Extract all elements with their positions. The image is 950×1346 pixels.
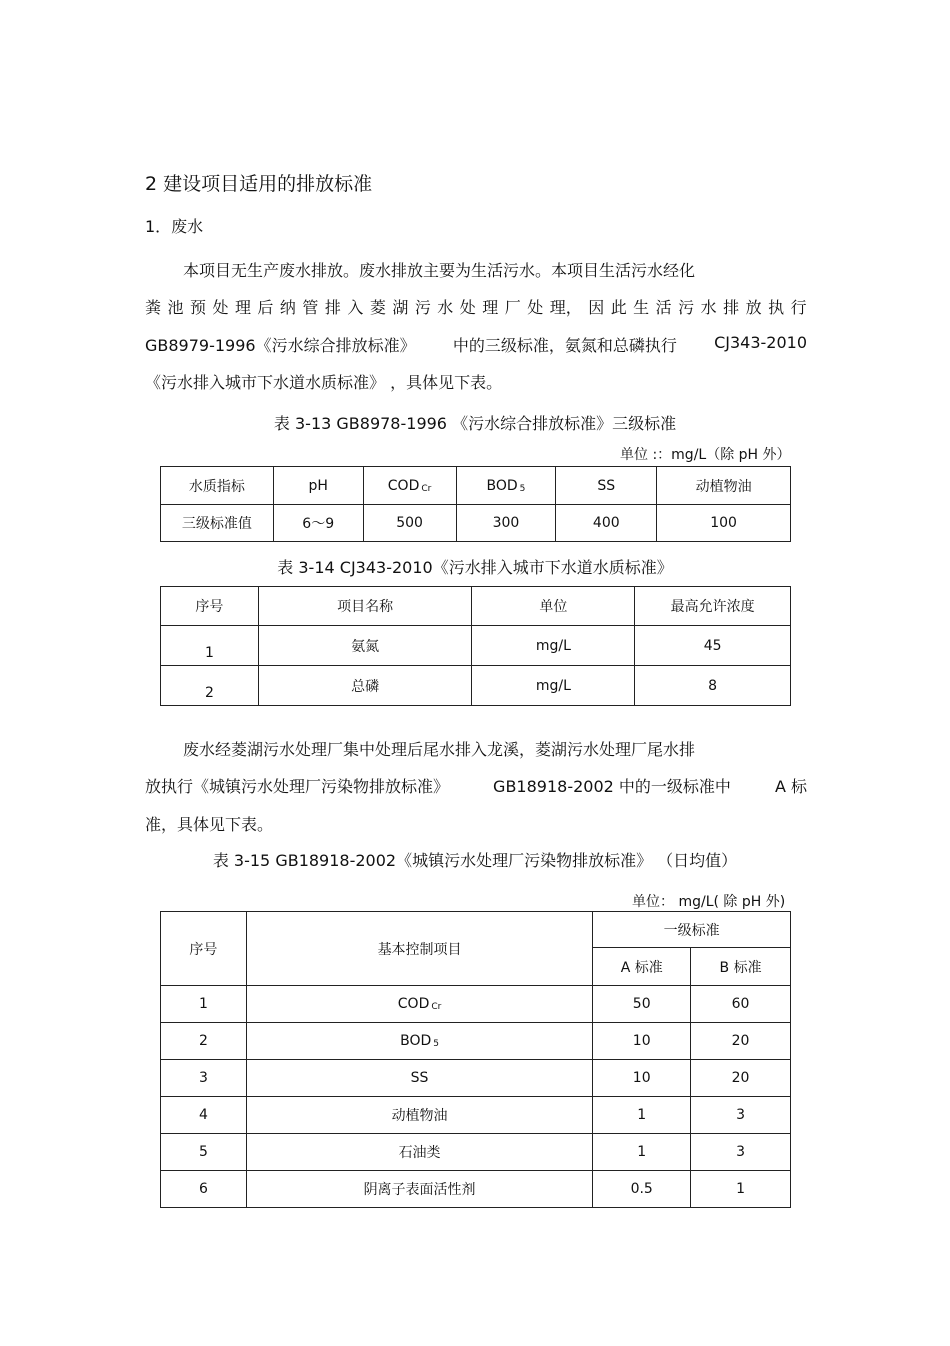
table-cell: 300: [456, 505, 556, 542]
header-cell: A 标准: [593, 948, 691, 986]
table-cell: 阴离子表面活性剂: [246, 1171, 592, 1208]
table-cell: 3: [691, 1134, 791, 1171]
table-3-13-caption: 表 3-13 GB8978-1996 《污水综合排放标准》三级标准: [273, 414, 677, 433]
table-3-15: [160, 911, 791, 1208]
table-cell: 2: [161, 1023, 247, 1060]
table-row: [161, 1060, 791, 1097]
table-header-row: [161, 587, 791, 626]
table-cell: 1: [691, 1171, 791, 1208]
table-row: [161, 626, 791, 666]
table-cell: 10: [593, 1060, 691, 1097]
paragraph-1-line-3: GB8979-1996《污水综合排放标准》 中的三级标准，氨氮和总磷执行 CJ343-2010: [145, 333, 807, 355]
table-cell: 20: [691, 1060, 791, 1097]
table-row: [161, 666, 791, 706]
header-cell: SS: [556, 467, 657, 505]
table-3-14-caption: 表 3-14 CJ343-2010《污水排入城市下水道水质标准》: [277, 558, 673, 577]
header-cell: 序号: [161, 587, 259, 626]
table-cell: mg/L: [472, 666, 635, 706]
table-cell: 三级标准值: [161, 505, 274, 542]
table-row: [161, 1097, 791, 1134]
paragraph-1-line-2: 粪 池 预 处 理 后 纳 管 排 入 菱 湖 污 水 处 理 厂 处 理， 因 此 生 活 污 水 排 放 执 行: [145, 298, 807, 317]
table-row: [161, 1023, 791, 1060]
paragraph-1-line-4: 《污水排入城市下水道水质标准》 ，具体见下表。: [145, 373, 503, 392]
table-3-15-unit: 单位： mg/L( 除 pH 外): [632, 894, 786, 910]
header-cell: 一级标准: [593, 912, 791, 948]
table-cell: BOD $_5$: [246, 1023, 592, 1060]
table-cell: 动植物油: [246, 1097, 592, 1134]
header-cell: COD $_{Cr}$: [363, 467, 456, 505]
table-3-13-unit: 单位 :：mg/L（除 pH 外）: [620, 447, 791, 463]
table-cell: COD $_{Cr}$: [246, 986, 592, 1023]
subsection-heading: 1．废水: [145, 217, 204, 236]
table-row: [161, 505, 791, 542]
header-cell: 动植物油: [657, 467, 791, 505]
header-cell: pH: [273, 467, 363, 505]
table-row: [161, 986, 791, 1023]
header-cell: 序号: [161, 912, 247, 986]
table-cell: 45: [635, 626, 791, 666]
header-cell: 最高允许浓度: [635, 587, 791, 626]
section-heading: 2 建设项目适用的排放标准: [145, 173, 373, 195]
table-cell: mg/L: [472, 626, 635, 666]
table-cell: 1: [161, 626, 259, 666]
header-cell: 水质指标: [161, 467, 274, 505]
table-cell: 20: [691, 1023, 791, 1060]
table-cell: SS: [246, 1060, 592, 1097]
paragraph-1-line-1: 本项目无生产废水排放。废水排放主要为生活污水。本项目生活污水经化: [183, 261, 696, 280]
table-3-15-caption: 表 3-15 GB18918-2002《城镇污水处理厂污染物排放标准》 （日均值）: [212, 851, 738, 870]
header-cell: 基本控制项目: [246, 912, 592, 986]
table-cell: 4: [161, 1097, 247, 1134]
table-cell: 3: [161, 1060, 247, 1097]
table-3-13: [160, 466, 791, 542]
paragraph-2-line-3: 准，具体见下表。: [145, 815, 274, 834]
table-row: [161, 1171, 791, 1208]
table-cell: 500: [363, 505, 456, 542]
table-header-row: [161, 912, 791, 948]
paragraph-2-line-1: 废水经菱湖污水处理厂集中处理后尾水排入龙溪，菱湖污水处理厂尾水排: [183, 740, 696, 759]
table-cell: 石油类: [246, 1134, 592, 1171]
table-cell: 5: [161, 1134, 247, 1171]
table-cell: 总磷: [258, 666, 472, 706]
table-header-row: [161, 467, 791, 505]
table-cell: 1: [593, 1097, 691, 1134]
table-cell: 400: [556, 505, 657, 542]
header-cell: B 标准: [691, 948, 791, 986]
table-cell: 0.5: [593, 1171, 691, 1208]
table-cell: 1: [161, 986, 247, 1023]
table-cell: 50: [593, 986, 691, 1023]
table-cell: 6: [161, 1171, 247, 1208]
header-cell: 单位: [472, 587, 635, 626]
table-cell: 6～9: [273, 505, 363, 542]
header-cell: 项目名称: [258, 587, 472, 626]
table-cell: 10: [593, 1023, 691, 1060]
table-3-14: [160, 586, 791, 706]
table-cell: 2: [161, 666, 259, 706]
paragraph-2-line-2: 放执行《城镇污水处理厂污染物排放标准》 GB18918-2002 中的一级标准中 A 标: [145, 777, 807, 796]
header-cell: BOD $_5$: [456, 467, 556, 505]
table-cell: 8: [635, 666, 791, 706]
table-cell: 1: [593, 1134, 691, 1171]
table-cell: 3: [691, 1097, 791, 1134]
table-row: [161, 1134, 791, 1171]
table-cell: 氨氮: [258, 626, 472, 666]
table-cell: 100: [657, 505, 791, 542]
table-cell: 60: [691, 986, 791, 1023]
